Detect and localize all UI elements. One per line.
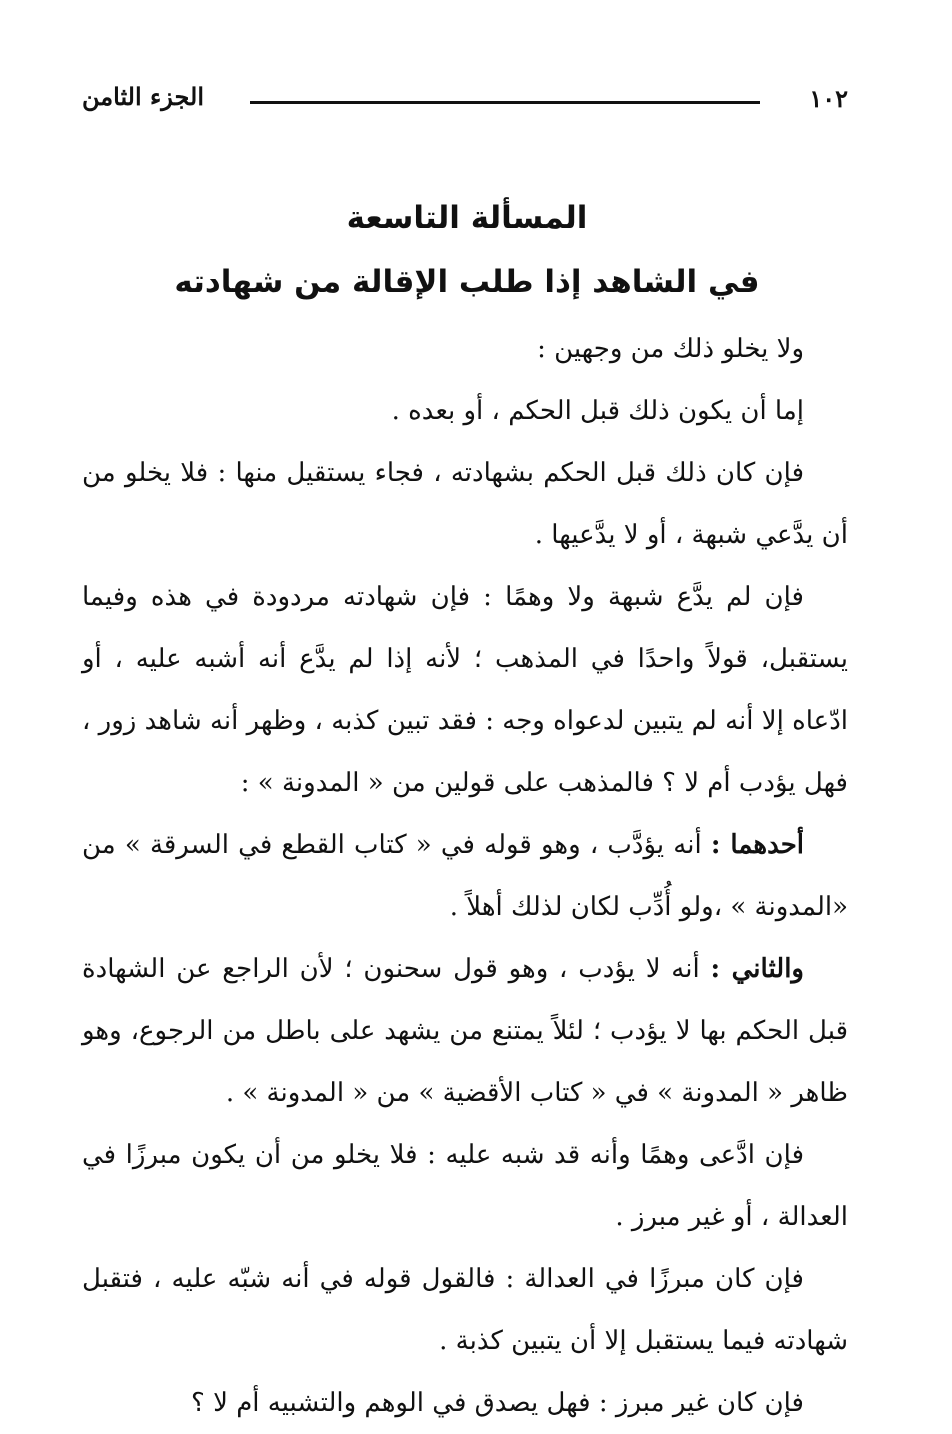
paragraph [82, 442, 848, 566]
paragraph-lead: أحدهما : [710, 830, 805, 860]
paragraph [82, 1248, 848, 1372]
paragraph [82, 318, 848, 380]
page-header [82, 80, 852, 124]
paragraph-text: فإن كان غير مبرز : فهل يصدق في الوهم والتشبيه أم لا ؟ [191, 1388, 804, 1418]
paragraph-text: أنه يؤدَّب ، وهو قوله في « كتاب القطع في السرقة » من «المدونة » ،ولو أُدِّب لكان لذلك أهلاً . [82, 830, 848, 922]
paragraph [82, 1124, 848, 1248]
page-number: ١٠٢ [809, 84, 848, 113]
running-title: الجزء الثامن [82, 82, 205, 111]
paragraph-text: فإن كان مبرزًا في العدالة : فالقول قوله في أنه شبّه عليه ، فتقبل شهادته فيما يستقبل إلا أن يتبين كذبة . [82, 1264, 848, 1356]
paragraph-text: إما أن يكون ذلك قبل الحكم ، أو بعده . [391, 396, 804, 426]
paragraph [82, 814, 848, 938]
paragraph [82, 566, 848, 814]
paragraph [82, 938, 848, 1124]
paragraph-text: ولا يخلو ذلك من وجهين : [537, 334, 804, 364]
paragraph [82, 1372, 848, 1434]
paragraph [82, 380, 848, 442]
paragraph-text: أنه لا يؤدب ، وهو قول سحنون ؛ لأن الراجع عن الشهادة قبل الحكم بها لا يؤدب ؛ لئلاً يمتنع من يشهد على باطل من الرجوع، وهو ظاهر « المدونة » في « كتاب الأقضية » من « المدونة » . [82, 954, 848, 1108]
header-rule [250, 101, 760, 104]
paragraph-text: فإن لم يدَّع شبهة ولا وهمًا : فإن شهادته مردودة في هذه وفيما يستقبل، قولاً واحدًا في المذهب ؛ لأنه إذا لم يدَّع أنه أشبه عليه ، أو ادّعاه إلا أنه لم يتبين لدعواه وجه : فقد تبين كذبه ، وظهر أنه شاهد زور ، فهل يؤدب أم لا ؟ فالمذهب على قولين من « المدونة » : [82, 582, 848, 798]
paragraph-lead: والثاني : [710, 954, 804, 984]
chapter-title: المسألة التاسعة [346, 200, 588, 236]
body-text [82, 318, 848, 1434]
paragraph-text: فإن ادَّعى وهمًا وأنه قد شبه عليه : فلا يخلو من أن يكون مبرزًا في العدالة ، أو غير مبرز . [82, 1140, 848, 1232]
chapter-subtitle: في الشاهد إذا طلب الإقالة من شهادته [174, 264, 760, 300]
paragraph-text: فإن كان ذلك قبل الحكم بشهادته ، فجاء يستقيل منها : فلا يخلو من أن يدَّعي شبهة ، أو لا يدَّعيها . [82, 458, 848, 550]
